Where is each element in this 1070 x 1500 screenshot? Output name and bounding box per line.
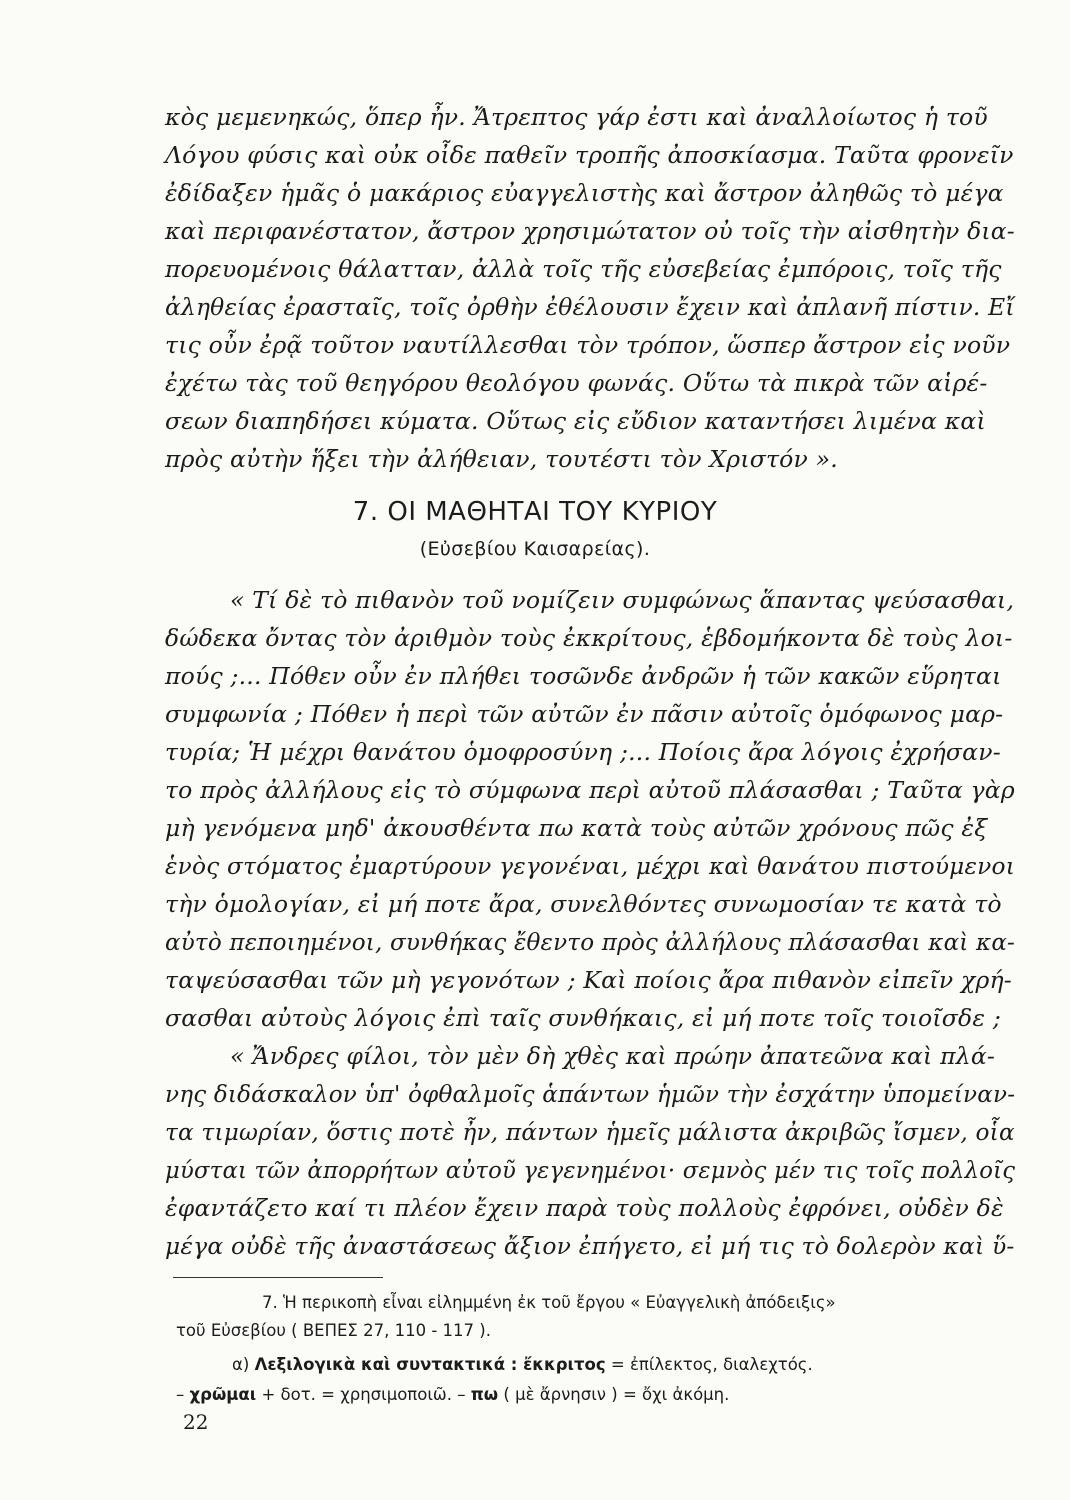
footnote-line: τοῦ Εὐσεβίου ( ΒΕΠΕΣ 27, 110 - 117 ). — [176, 1321, 491, 1340]
text-line: πούς ;... Πόθεν οὖν ἐν πλήθει τοσῶνδε ἀνδρῶν ἡ τῶν κακῶν εὕρηται — [165, 662, 1002, 690]
footnote-line: 7. Ἡ περικοπὴ εἶναι εἰλημμένη ἐκ τοῦ ἔργου « Εὐαγγελικὴ ἀπόδειξις» — [262, 1293, 836, 1312]
text-line: το πρὸς ἀλλήλους εἰς τὸ σύμφωνα περὶ αὐτοῦ πλάσασθαι ; Ταῦτα γὰρ — [165, 776, 1015, 804]
text-line: ἀληθείας ἐρασταῖς, τοῖς ὀρθὴν ἐθέλουσιν ἔχειν καὶ ἀπλανῆ πίστιν. Εἴ — [165, 293, 1015, 321]
text-line: τὴν ὁμολογίαν, εἰ μή ποτε ἄρα, συνελθόντες συνωμοσίαν τε κατὰ τὸ — [165, 890, 1002, 918]
footnote-divider — [173, 1277, 383, 1278]
text-line: « Τί δὲ τὸ πιθανὸν τοῦ νομίζειν συμφώνως ἅπαντας ψεύσασθαι, — [230, 586, 1015, 614]
footnote-term: πω — [470, 1385, 499, 1404]
footnote-term: χρῶμαι — [189, 1385, 257, 1404]
text-line: αὐτὸ πεποιημένοι, συνθήκας ἔθεντο πρὸς ἀλλήλους πλάσασθαι καὶ κα- — [165, 928, 1016, 956]
text-line: μύσται τῶν ἀπορρήτων αὐτοῦ γεγενημένοι· σεμνὸς μέν τις τοῖς πολλοῖς — [165, 1156, 1016, 1184]
footnote-line — [232, 1354, 813, 1376]
text-line: μὴ γενόμενα μηδ' ἀκουσθέντα πω κατὰ τοὺς αὐτῶν χρόνους πῶς ἐξ — [165, 814, 988, 842]
section-title: 7. ΟΙ ΜΑΘΗΤΑΙ ΤΟΥ ΚΥΡΙΟΥ — [352, 497, 718, 527]
footnote-label: α) — [232, 1355, 250, 1374]
text-line: Λόγου φύσις καὶ οὐκ οἶδε παθεῖν τροπῆς ἀποσκίασμα. Ταῦτα φρονεῖν — [165, 141, 1014, 169]
text-line: « Ἄνδρες φίλοι, τὸν μὲν δὴ χθὲς καὶ πρώην ἀπατεῶνα καὶ πλά- — [230, 1042, 996, 1070]
text-line: ἐδίδαξεν ἡμᾶς ὁ μακάριος εὐαγγελιστὴς καὶ ἄστρον ἀληθῶς τὸ μέγα — [165, 179, 1004, 207]
text-line: νης διδάσκαλον ὑπ' ὀφθαλμοῖς ἁπάντων ἡμῶν τὴν ἐσχάτην ὑπομείναν- — [165, 1080, 1016, 1108]
text-line: ταψεύσασθαι τῶν μὴ γεγονότων ; Καὶ ποίοις ἄρα πιθανὸν εἰπεῖν χρή- — [165, 966, 1012, 994]
footnote-dash: – — [176, 1385, 185, 1404]
footnote-definition: = ἐπίλεκτος, διαλεχτός. — [610, 1355, 813, 1374]
text-line: ἐχέτω τὰς τοῦ θεηγόρου θεολόγου φωνάς. Οὕτω τὰ πικρὰ τῶν αἱρέ- — [165, 369, 988, 397]
section-subtitle: (Εὐσεβίου Καισαρείας). — [419, 538, 651, 560]
text-line: καὶ περιφανέστατον, ἄστρον χρησιμώτατον οὐ τοῖς τὴν αἰσθητὴν δια- — [165, 217, 1015, 245]
text-line: τα τιμωρίαν, ὅστις ποτὲ ἦν, πάντων ἡμεῖς μάλιστα ἀκριβῶς ἴσμεν, οἷα — [165, 1118, 1015, 1146]
text-line: κὸς μεμενηκώς, ὅπερ ἦν. Ἄτρεπτος γάρ ἐστι καὶ ἀναλλοίωτος ἡ τοῦ — [165, 103, 988, 131]
footnote-definition: + δοτ. = χρησιμοποιῶ. – — [261, 1385, 466, 1404]
text-line: ἑνὸς στόματος ἐμαρτύρουν γεγονέναι, μέχρι καὶ θανάτου πιστούμενοι — [165, 852, 1016, 880]
page-number: 22 — [183, 1410, 209, 1434]
text-line: πορευομένοις θάλατταν, ἀλλὰ τοῖς τῆς εὐσεβείας ἐμπόροις, τοῖς τῆς — [165, 255, 1002, 283]
text-line: τυρία; Ἡ μέχρι θανάτου ὁμοφροσύνη ;... Ποίοις ἄρα λόγοις ἐχρήσαν- — [165, 738, 1001, 766]
text-line: σεων διαπηδήσει κύματα. Οὕτως εἰς εὔδιον καταντήσει λιμένα καὶ — [165, 407, 986, 435]
footnote-line — [176, 1384, 729, 1406]
footnote-definition: ( μὲ ἄρνησιν ) = ὄχι ἀκόμη. — [503, 1385, 730, 1404]
text-line: δώδεκα ὄντας τὸν ἀριθμὸν τοὺς ἐκκρίτους, ἑβδομήκοντα δὲ τοὺς λοι- — [165, 624, 1013, 652]
text-line: συμφωνία ; Πόθεν ἡ περὶ τῶν αὐτῶν ἐν πᾶσιν αὐτοῖς ὁμόφωνος μαρ- — [165, 700, 1004, 728]
text-line: τις οὖν ἐρᾷ τοῦτον ναυτίλλεσθαι τὸν τρόπον, ὥσπερ ἄστρον εἰς νοῦν — [165, 331, 1011, 359]
text-line: σασθαι αὐτοὺς λόγοις ἐπὶ ταῖς συνθήκαις, εἰ μή ποτε τοῖς τοιοῖσδε ; — [165, 1004, 1001, 1032]
text-line: ἐφαντάζετο καί τι πλέον ἔχειν παρὰ τοὺς πολλοὺς ἐφρόνει, οὐδὲν δὲ — [165, 1194, 1004, 1222]
text-line: μέγα οὐδὲ τῆς ἀναστάσεως ἄξιον ἐπήγετο, εἰ μή τις τὸ δολερὸν καὶ ὕ- — [165, 1232, 1015, 1260]
text-line: πρὸς αὐτὴν ἥξει τὴν ἀλήθειαν, τουτέστι τὸν Χριστόν ». — [165, 445, 838, 473]
footnote-term: Λεξιλογικὰ καὶ συντακτικά : ἔκκριτος — [254, 1355, 606, 1374]
